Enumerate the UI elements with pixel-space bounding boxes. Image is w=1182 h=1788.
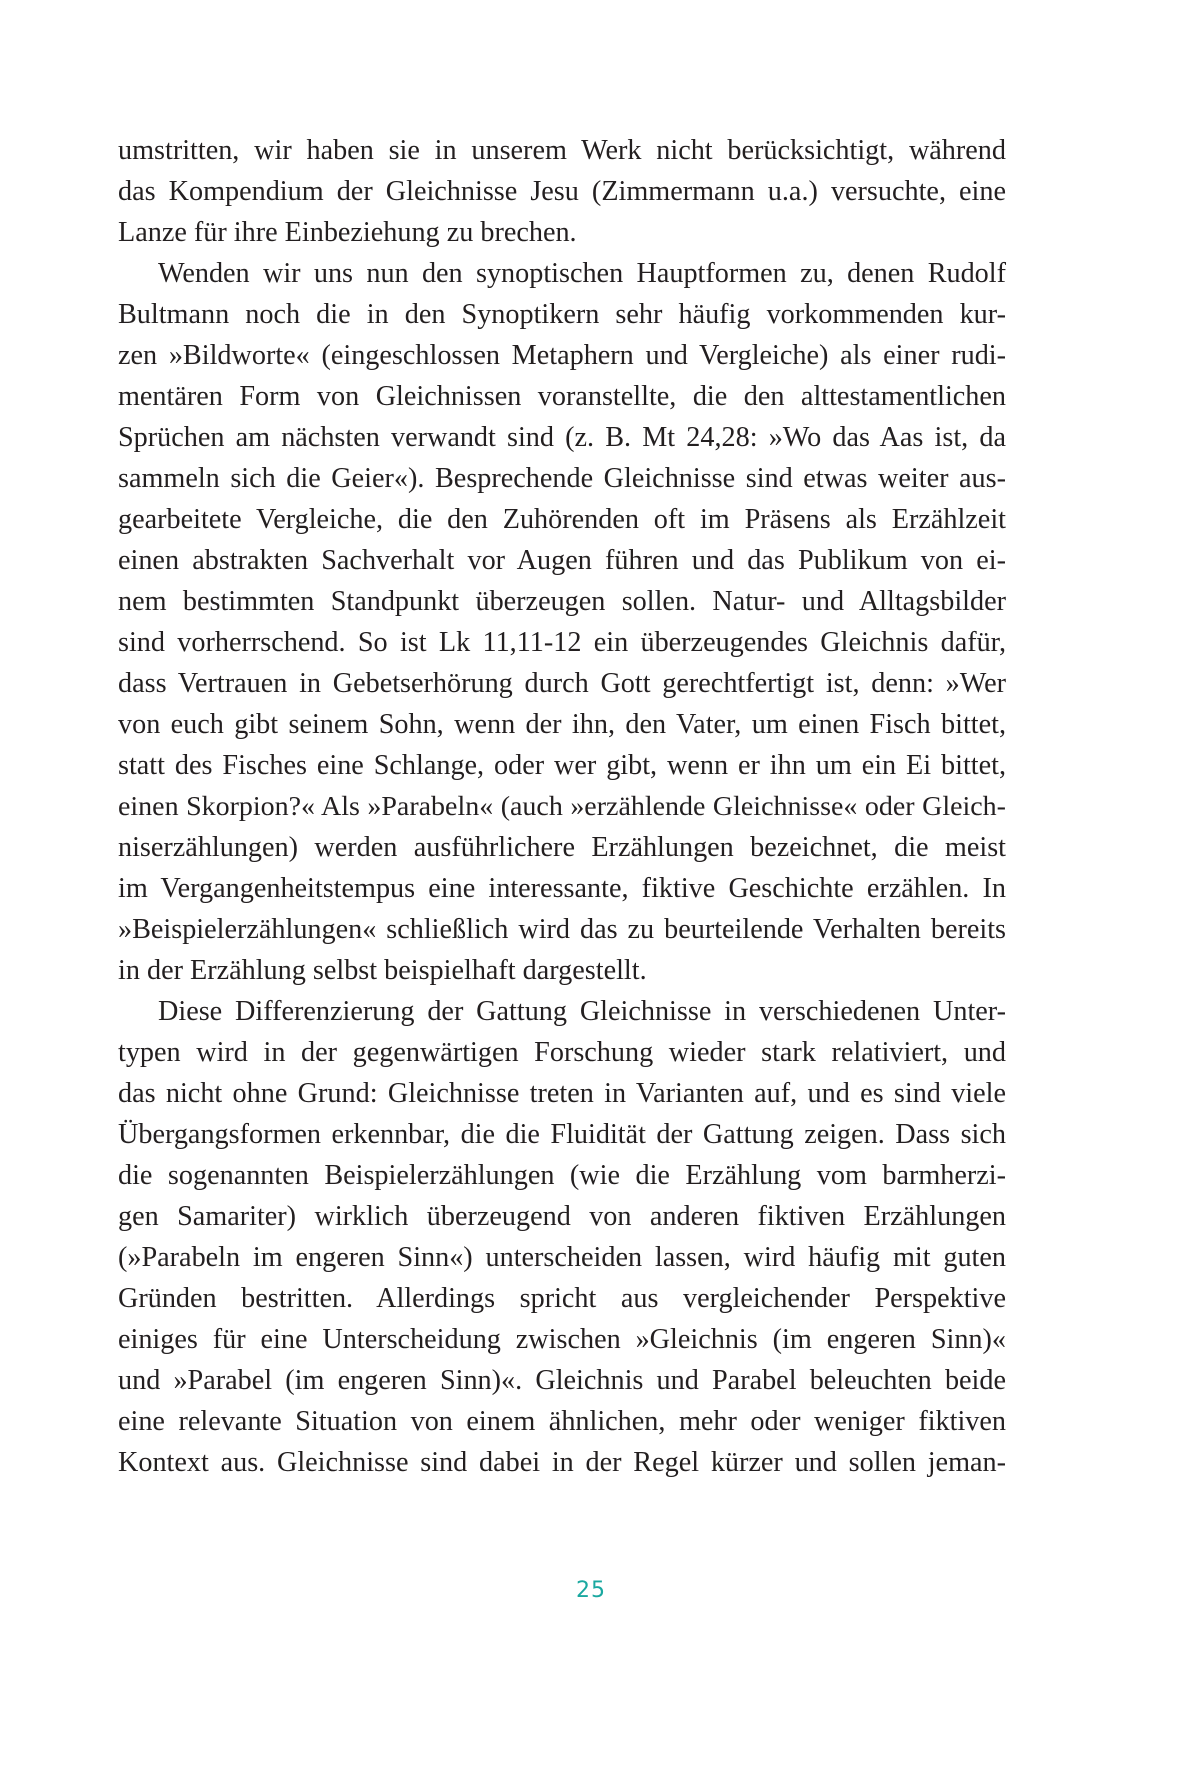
- text-line: einen Skorpion?« Als »Parabeln« (auch »erzählende Gleichnisse« oder Gleich-: [118, 791, 1006, 822]
- text-line: gen Samariter) wirklich überzeugend von anderen fiktiven Erzählungen: [118, 1201, 1006, 1232]
- text-line: umstritten, wir haben sie in unserem Werk nicht berücksichtigt, während: [118, 135, 1006, 166]
- text-line: das nicht ohne Grund: Gleichnisse treten in Varianten auf, und es sind viele: [118, 1078, 1006, 1109]
- text-line: und »Parabel (im engeren Sinn)«. Gleichnis und Parabel beleuchten beide: [118, 1365, 1006, 1396]
- text-line: dass Vertrauen in Gebetserhörung durch Gott gerechtfertigt ist, denn: »Wer: [118, 668, 1006, 699]
- text-line: typen wird in der gegenwärtigen Forschung wieder stark relativiert, und: [118, 1037, 1006, 1068]
- text-line: »Beispielerzählungen« schließlich wird das zu beurteilende Verhalten bereits: [118, 914, 1006, 945]
- text-line: einen abstrakten Sachverhalt vor Augen führen und das Publikum von ei-: [118, 545, 1006, 576]
- text-line: Sprüchen am nächsten verwandt sind (z. B. Mt 24,28: »Wo das Aas ist, da: [118, 422, 1006, 453]
- text-line: in der Erzählung selbst beispielhaft dargestellt.: [118, 955, 647, 986]
- text-line: statt des Fisches eine Schlange, oder wer gibt, wenn er ihn um ein Ei bittet,: [118, 750, 1006, 781]
- paragraph-start-line: Wenden wir uns nun den synoptischen Hauptformen zu, denen Rudolf: [158, 258, 1006, 289]
- text-line: einiges für eine Unterscheidung zwischen »Gleichnis (im engeren Sinn)«: [118, 1324, 1006, 1355]
- text-line: im Vergangenheitstempus eine interessante, fiktive Geschichte erzählen. In: [118, 873, 1006, 904]
- body-text: [118, 130, 1006, 1483]
- text-line: Bultmann noch die in den Synoptikern sehr häufig vorkommenden kur-: [118, 299, 1006, 330]
- text-line: (»Parabeln im engeren Sinn«) unterscheiden lassen, wird häufig mit guten: [118, 1242, 1006, 1273]
- text-line: sammeln sich die Geier«). Besprechende Gleichnisse sind etwas weiter aus-: [118, 463, 1006, 494]
- paragraph-start-line: Diese Differenzierung der Gattung Gleichnisse in verschiedenen Unter-: [158, 996, 1006, 1027]
- text-line: Übergangsformen erkennbar, die die Fluidität der Gattung zeigen. Dass sich: [118, 1119, 1006, 1150]
- text-line: die sogenannten Beispielerzählungen (wie die Erzählung vom barmherzi-: [118, 1160, 1006, 1191]
- text-line: gearbeitete Vergleiche, die den Zuhörenden oft im Präsens als Erzählzeit: [118, 504, 1006, 535]
- text-line: niserzählungen) werden ausführlichere Erzählungen bezeichnet, die meist: [118, 832, 1006, 863]
- text-line: Gründen bestritten. Allerdings spricht aus vergleichender Perspektive: [118, 1283, 1006, 1314]
- page-number: 25: [576, 1578, 606, 1603]
- text-line: mentären Form von Gleichnissen voranstellte, die den alttestamentlichen: [118, 381, 1006, 412]
- text-line: Lanze für ihre Einbeziehung zu brechen.: [118, 217, 577, 248]
- text-line: zen »Bildworte« (eingeschlossen Metaphern und Vergleiche) als einer rudi-: [118, 340, 1006, 371]
- text-line: sind vorherrschend. So ist Lk 11,11-12 ein überzeugendes Gleichnis dafür,: [118, 627, 1006, 658]
- text-line: von euch gibt seinem Sohn, wenn der ihn, den Vater, um einen Fisch bittet,: [118, 709, 1006, 740]
- text-line: das Kompendium der Gleichnisse Jesu (Zimmermann u.a.) versuchte, eine: [118, 176, 1006, 207]
- text-line: Kontext aus. Gleichnisse sind dabei in der Regel kürzer und sollen jeman-: [118, 1447, 1006, 1478]
- text-line: nem bestimmten Standpunkt überzeugen sollen. Natur- und Alltagsbilder: [118, 586, 1006, 617]
- text-line: eine relevante Situation von einem ähnlichen, mehr oder weniger fiktiven: [118, 1406, 1006, 1437]
